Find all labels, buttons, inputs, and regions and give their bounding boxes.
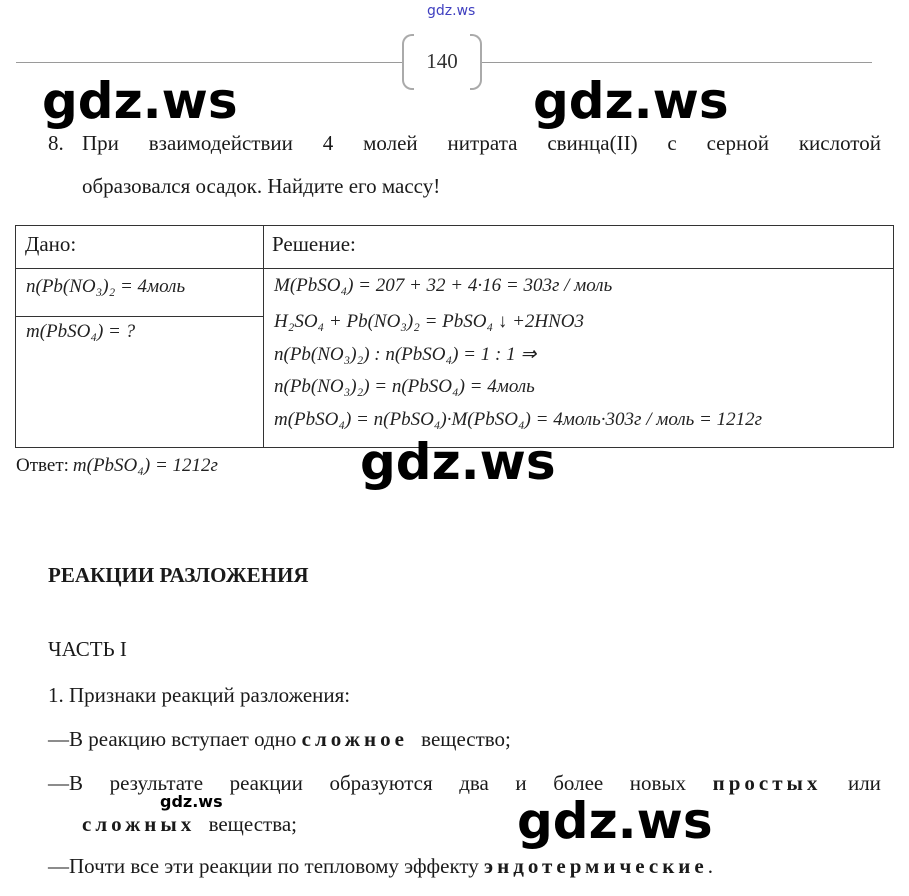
watermark: gdz.ws [42, 72, 238, 130]
header-rule-left [16, 62, 402, 63]
word: два [459, 771, 489, 795]
word: новых [629, 771, 687, 795]
bullet-3-after: . [707, 854, 713, 878]
given-unknown: m(PbSO₄) = ? [26, 321, 136, 342]
solution-line: M(PbSO₄) = 207 + 32 + 4·16 = 303г / моль [274, 275, 613, 296]
bullet-3-bold: эндотермические [484, 854, 708, 878]
problem-line-1 [82, 131, 881, 156]
part-title: ЧАСТЬ I [48, 637, 127, 661]
bullet-3-text: —Почти все эти реакции по тепловому эффекту [48, 854, 479, 878]
watermark: gdz.ws [517, 792, 713, 850]
word: с [667, 131, 677, 155]
word: более [553, 771, 604, 795]
given-amount: n(Pb(NO₃)₂ = 4моль [26, 276, 186, 297]
word: молей [363, 131, 418, 155]
watermark: gdz.ws [360, 433, 556, 491]
problem-number: 8. [48, 131, 64, 155]
header-rule-right [482, 62, 872, 63]
table-header-divider [15, 268, 894, 269]
bullet-2-after: вещества; [208, 812, 297, 836]
bracket-left [402, 34, 414, 90]
solution-line: n(Pb(NO₃)₂) = n(PbSO₄) = 4моль [274, 376, 535, 397]
word: реакции [229, 771, 303, 795]
bullet-1 [48, 727, 511, 752]
word: и [515, 771, 527, 795]
word: результате [109, 771, 204, 795]
word: серной [706, 131, 769, 155]
bullet-3 [48, 854, 713, 879]
given-header: Дано: [25, 232, 77, 256]
word: или [847, 771, 881, 795]
page-number: 140 [426, 48, 458, 73]
list-item-1: 1. Признаки реакций разложения: [48, 683, 351, 707]
word: нитрата [447, 131, 518, 155]
word: При [82, 131, 119, 155]
watermark-top: gdz.ws [427, 3, 476, 19]
word-bold: простых [712, 771, 822, 795]
solution-header: Решение: [272, 232, 356, 256]
section-title: РЕАКЦИИ РАЗЛОЖЕНИЯ [48, 563, 309, 587]
table-column-divider [263, 225, 264, 448]
word: —В [48, 771, 84, 795]
bullet-1-text: —В реакцию вступает одно [48, 727, 297, 751]
watermark: gdz.ws [533, 72, 729, 130]
word: свинца(II) [547, 131, 638, 155]
bracket-right [470, 34, 482, 90]
word: 4 [322, 131, 334, 155]
solution-line: H₂SO₄ + Pb(NO₃)₂ = PbSO₄ ↓ +2HNO3 [274, 311, 585, 332]
bullet-1-after: вещество; [421, 727, 511, 751]
answer-formula: m(PbSO₄) = 1212г [72, 455, 218, 476]
answer [16, 455, 218, 478]
word: взаимодействии [148, 131, 293, 155]
table-given-divider [15, 316, 263, 317]
bullet-2-bold: сложных [82, 812, 196, 836]
word: кислотой [798, 131, 881, 155]
answer-label: Ответ: [16, 455, 69, 476]
bullet-1-bold: сложное [301, 727, 408, 751]
problem-line-2: образовался осадок. Найдите его массу! [82, 174, 441, 198]
word: образуются [329, 771, 433, 795]
solution-line: n(Pb(NO₃)₂) : n(PbSO₄) = 1 : 1 ⇒ [274, 344, 537, 365]
bullet-2-line-2 [82, 812, 297, 837]
page-number-box [402, 34, 482, 88]
solution-line: m(PbSO₄) = n(PbSO₄)·M(PbSO₄) = 4моль·303г / моль = 1212г [274, 409, 763, 430]
watermark-small: gdz.ws [160, 792, 223, 811]
